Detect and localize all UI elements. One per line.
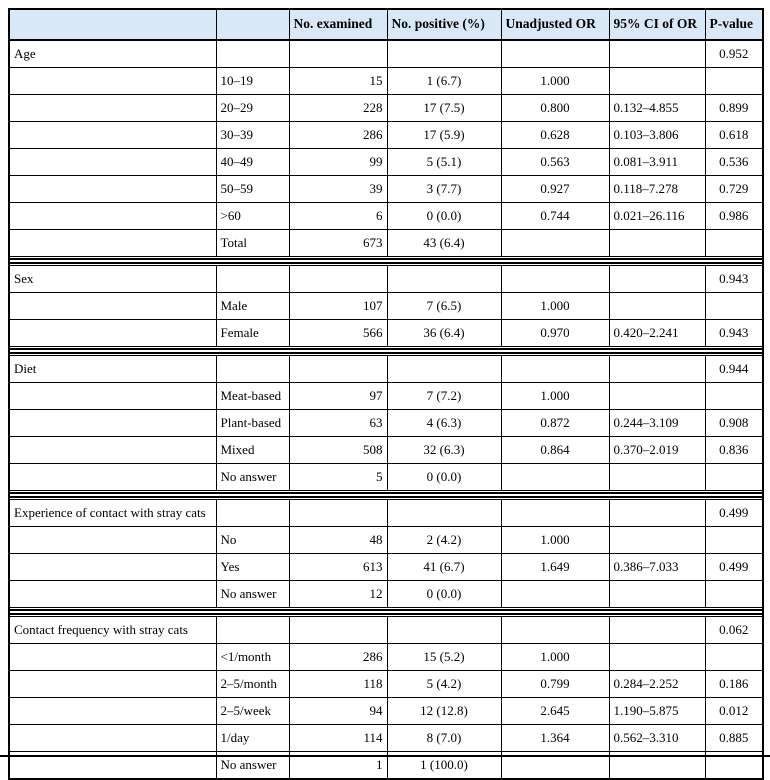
cell-empty: [387, 500, 501, 527]
cell-p-value: [705, 464, 763, 491]
cell-examined: 673: [289, 230, 387, 257]
cell-section-label: Sex: [9, 266, 216, 293]
section-row: [9, 266, 763, 293]
cell-section-p-value: 0.062: [705, 617, 763, 644]
cell-category: Female: [216, 320, 289, 347]
cell-category: No answer: [216, 581, 289, 608]
cell-category: 30–39: [216, 122, 289, 149]
cell-unadjusted-or: 0.800: [501, 95, 609, 122]
cell-unadjusted-or: 2.645: [501, 698, 609, 725]
section-row: [9, 356, 763, 383]
cell-empty: [9, 203, 216, 230]
table-row: [9, 698, 763, 725]
table-row: [9, 383, 763, 410]
cell-unadjusted-or: 0.927: [501, 176, 609, 203]
cell-empty: [501, 40, 609, 68]
cell-examined: 5: [289, 464, 387, 491]
cell-section-p-value: 0.944: [705, 356, 763, 383]
cell-empty: [387, 40, 501, 68]
header-subcategory: [216, 9, 289, 40]
cell-p-value: 0.899: [705, 95, 763, 122]
cell-examined: 566: [289, 320, 387, 347]
cell-p-value: [705, 383, 763, 410]
section-separator-cell: [9, 257, 763, 266]
cell-p-value: 0.986: [705, 203, 763, 230]
table-row: [9, 95, 763, 122]
cell-p-value: 0.499: [705, 554, 763, 581]
cell-examined: 118: [289, 671, 387, 698]
cell-positive: 5 (5.1): [387, 149, 501, 176]
cell-section-label: Diet: [9, 356, 216, 383]
cell-empty: [289, 40, 387, 68]
cell-ci: 0.118–7.278: [609, 176, 705, 203]
table-row: [9, 176, 763, 203]
cell-empty: [9, 95, 216, 122]
cell-p-value: [705, 293, 763, 320]
cell-empty: [501, 356, 609, 383]
cell-ci: 0.103–3.806: [609, 122, 705, 149]
cell-unadjusted-or: 1.000: [501, 527, 609, 554]
cell-positive: 7 (7.2): [387, 383, 501, 410]
cell-empty: [609, 356, 705, 383]
cell-empty: [9, 383, 216, 410]
cell-positive: 36 (6.4): [387, 320, 501, 347]
cell-examined: 286: [289, 644, 387, 671]
section-separator-cell: [9, 347, 763, 356]
cell-empty: [216, 617, 289, 644]
cell-examined: 99: [289, 149, 387, 176]
cell-positive: 17 (5.9): [387, 122, 501, 149]
cell-empty: [289, 500, 387, 527]
cell-category: No: [216, 527, 289, 554]
cell-ci: [609, 464, 705, 491]
cell-positive: 3 (7.7): [387, 176, 501, 203]
table-row: [9, 437, 763, 464]
cell-examined: 286: [289, 122, 387, 149]
cell-p-value: 0.186: [705, 671, 763, 698]
cell-unadjusted-or: 1.000: [501, 383, 609, 410]
cell-p-value: 0.943: [705, 320, 763, 347]
cell-category: 50–59: [216, 176, 289, 203]
cell-examined: 228: [289, 95, 387, 122]
cell-p-value: 0.012: [705, 698, 763, 725]
cell-positive: 8 (7.0): [387, 725, 501, 752]
cell-examined: 6: [289, 203, 387, 230]
cell-examined: 508: [289, 437, 387, 464]
cell-category: Mixed: [216, 437, 289, 464]
cell-category: Meat-based: [216, 383, 289, 410]
section-separator: [9, 257, 763, 266]
section-separator: [9, 491, 763, 500]
cell-empty: [501, 617, 609, 644]
cell-category: <1/month: [216, 644, 289, 671]
cell-empty: [9, 320, 216, 347]
cell-ci: 0.284–2.252: [609, 671, 705, 698]
cell-empty: [609, 617, 705, 644]
cell-category: Male: [216, 293, 289, 320]
cell-ci: [609, 68, 705, 95]
cell-category: No answer: [216, 464, 289, 491]
cell-empty: [289, 356, 387, 383]
cell-ci: 0.370–2.019: [609, 437, 705, 464]
cell-ci: 0.132–4.855: [609, 95, 705, 122]
cell-empty: [9, 437, 216, 464]
cell-category: 10–19: [216, 68, 289, 95]
cell-empty: [9, 410, 216, 437]
cell-examined: 613: [289, 554, 387, 581]
cell-category: Yes: [216, 554, 289, 581]
cell-unadjusted-or: 0.864: [501, 437, 609, 464]
header-no-positive: No. positive (%): [387, 9, 501, 40]
cell-positive: 12 (12.8): [387, 698, 501, 725]
cell-ci: [609, 383, 705, 410]
header-no-examined: No. examined: [289, 9, 387, 40]
cell-unadjusted-or: 1.000: [501, 293, 609, 320]
section-row: [9, 40, 763, 68]
cell-examined: 97: [289, 383, 387, 410]
cell-ci: 0.244–3.109: [609, 410, 705, 437]
cell-p-value: 0.618: [705, 122, 763, 149]
cell-empty: [387, 617, 501, 644]
table-row: [9, 581, 763, 608]
cell-empty: [216, 266, 289, 293]
bottom-rule: [0, 755, 770, 757]
cell-p-value: [705, 527, 763, 554]
cell-empty: [216, 40, 289, 68]
cell-empty: [609, 40, 705, 68]
cell-unadjusted-or: 0.563: [501, 149, 609, 176]
section-separator-cell: [9, 491, 763, 500]
cell-empty: [216, 500, 289, 527]
double-rule: [10, 492, 762, 498]
cell-positive: 4 (6.3): [387, 410, 501, 437]
cell-category: 2–5/week: [216, 698, 289, 725]
cell-positive: 0 (0.0): [387, 464, 501, 491]
cell-ci: 0.021–26.116: [609, 203, 705, 230]
cell-examined: 1: [289, 752, 387, 780]
cell-empty: [501, 500, 609, 527]
table-row: [9, 410, 763, 437]
cell-empty: [9, 725, 216, 752]
cell-p-value: 0.885: [705, 725, 763, 752]
cell-p-value: 0.908: [705, 410, 763, 437]
cell-p-value: [705, 230, 763, 257]
table-row: [9, 725, 763, 752]
cell-ci: 0.562–3.310: [609, 725, 705, 752]
cell-unadjusted-or: 1.000: [501, 68, 609, 95]
cell-section-p-value: 0.943: [705, 266, 763, 293]
cell-unadjusted-or: [501, 230, 609, 257]
cell-empty: [501, 266, 609, 293]
table-row: [9, 644, 763, 671]
cell-unadjusted-or: 0.628: [501, 122, 609, 149]
section-row: [9, 500, 763, 527]
section-separator: [9, 347, 763, 356]
cell-unadjusted-or: 0.744: [501, 203, 609, 230]
cell-empty: [216, 356, 289, 383]
cell-ci: [609, 293, 705, 320]
cell-examined: 94: [289, 698, 387, 725]
cell-examined: 12: [289, 581, 387, 608]
cell-category: 20–29: [216, 95, 289, 122]
cell-positive: 2 (4.2): [387, 527, 501, 554]
cell-p-value: 0.729: [705, 176, 763, 203]
cell-category: No answer: [216, 752, 289, 780]
cell-positive: 7 (6.5): [387, 293, 501, 320]
header-row: [9, 9, 763, 40]
cell-empty: [289, 617, 387, 644]
cell-positive: 0 (0.0): [387, 203, 501, 230]
table-row: [9, 149, 763, 176]
table-header: [9, 9, 763, 40]
cell-positive: 15 (5.2): [387, 644, 501, 671]
cell-empty: [9, 293, 216, 320]
cell-section-p-value: 0.499: [705, 500, 763, 527]
table-row: [9, 293, 763, 320]
cell-category: 1/day: [216, 725, 289, 752]
cell-unadjusted-or: 0.970: [501, 320, 609, 347]
cell-category: Total: [216, 230, 289, 257]
cell-positive: 32 (6.3): [387, 437, 501, 464]
cell-unadjusted-or: 1.000: [501, 644, 609, 671]
cell-unadjusted-or: [501, 464, 609, 491]
cell-empty: [609, 266, 705, 293]
cell-examined: 63: [289, 410, 387, 437]
cell-empty: [387, 266, 501, 293]
cell-positive: 1 (6.7): [387, 68, 501, 95]
section-separator: [9, 608, 763, 617]
table-row: [9, 671, 763, 698]
table-row: [9, 527, 763, 554]
cell-ci: 0.386–7.033: [609, 554, 705, 581]
cell-unadjusted-or: 1.649: [501, 554, 609, 581]
cell-empty: [9, 581, 216, 608]
cell-positive: 1 (100.0): [387, 752, 501, 780]
cell-empty: [9, 698, 216, 725]
cell-category: >60: [216, 203, 289, 230]
cell-p-value: 0.536: [705, 149, 763, 176]
header-category: [9, 9, 216, 40]
cell-section-p-value: 0.952: [705, 40, 763, 68]
cell-positive: 41 (6.7): [387, 554, 501, 581]
risk-factor-table: [8, 8, 764, 780]
table-row: [9, 554, 763, 581]
cell-unadjusted-or: 0.799: [501, 671, 609, 698]
cell-ci: [609, 230, 705, 257]
cell-empty: [9, 122, 216, 149]
cell-examined: 114: [289, 725, 387, 752]
section-separator-cell: [9, 608, 763, 617]
cell-section-label: Contact frequency with stray cats: [9, 617, 216, 644]
table-row: [9, 464, 763, 491]
cell-section-label: Age: [9, 40, 216, 68]
table-row: [9, 203, 763, 230]
cell-unadjusted-or: 0.872: [501, 410, 609, 437]
cell-examined: 48: [289, 527, 387, 554]
section-row: [9, 617, 763, 644]
cell-empty: [387, 356, 501, 383]
cell-unadjusted-or: 1.364: [501, 725, 609, 752]
cell-empty: [9, 671, 216, 698]
cell-category: 40–49: [216, 149, 289, 176]
cell-ci: [609, 644, 705, 671]
cell-p-value: [705, 644, 763, 671]
cell-ci: 0.081–3.911: [609, 149, 705, 176]
cell-positive: 17 (7.5): [387, 95, 501, 122]
cell-empty: [9, 149, 216, 176]
cell-ci: [609, 581, 705, 608]
cell-empty: [9, 464, 216, 491]
cell-ci: [609, 527, 705, 554]
cell-p-value: [705, 68, 763, 95]
cell-examined: 107: [289, 293, 387, 320]
header-p-value: P-value: [705, 9, 763, 40]
cell-empty: [609, 500, 705, 527]
table-body: [9, 40, 763, 779]
cell-empty: [289, 266, 387, 293]
cell-category: Plant-based: [216, 410, 289, 437]
cell-empty: [9, 68, 216, 95]
cell-empty: [9, 527, 216, 554]
cell-empty: [9, 644, 216, 671]
table-row: [9, 320, 763, 347]
cell-p-value: 0.836: [705, 437, 763, 464]
table-row: [9, 230, 763, 257]
header-ci-of-or: 95% CI of OR: [609, 9, 705, 40]
cell-positive: 43 (6.4): [387, 230, 501, 257]
cell-examined: 15: [289, 68, 387, 95]
cell-ci: 1.190–5.875: [609, 698, 705, 725]
cell-positive: 5 (4.2): [387, 671, 501, 698]
cell-empty: [9, 230, 216, 257]
double-rule: [10, 258, 762, 264]
cell-examined: 39: [289, 176, 387, 203]
cell-empty: [9, 176, 216, 203]
table-row: [9, 68, 763, 95]
cell-p-value: [705, 581, 763, 608]
cell-positive: 0 (0.0): [387, 581, 501, 608]
cell-empty: [9, 554, 216, 581]
header-unadjusted-or: Unadjusted OR: [501, 9, 609, 40]
cell-category: 2–5/month: [216, 671, 289, 698]
cell-unadjusted-or: [501, 581, 609, 608]
table-row: [9, 122, 763, 149]
double-rule: [10, 609, 762, 615]
double-rule: [10, 348, 762, 354]
cell-ci: 0.420–2.241: [609, 320, 705, 347]
cell-section-label: Experience of contact with stray cats: [9, 500, 216, 527]
